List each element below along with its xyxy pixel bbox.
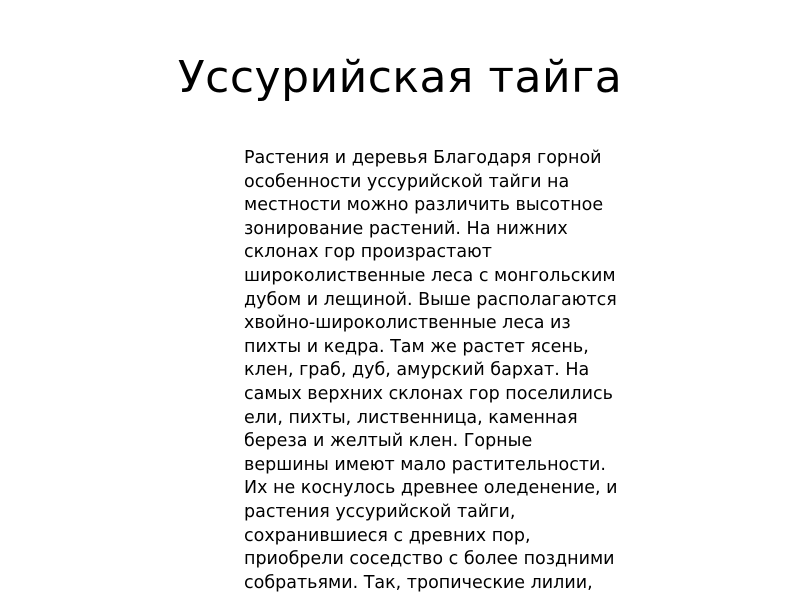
body-line: собратьями. Так, тропические лилии, [244,572,593,593]
body-line: склонах гор произрастают [244,242,492,263]
body-line: Растения и деревья Благодаря горной [244,148,602,168]
body-line: сохранившиеся с древних пор, [244,525,531,546]
body-line: местности можно различить высотное [244,195,604,216]
body-line: растения уссурийской тайги, [244,501,516,522]
body-line: широколиственные леса с монгольским [244,265,616,286]
body-line: береза и желтый клен. Горные [244,431,533,452]
body-line: дубом и лещиной. Выше располагаются [244,289,617,310]
slide-title: Уссурийская тайга [177,52,623,103]
body-line: вершины имеют мало растительности. [244,454,606,475]
body-line: приобрели соседство с более поздними [244,549,615,570]
body-line: Их не коснулось древнее оледенение, и [244,478,618,499]
body-line: особенности уссурийской тайги на [244,171,570,192]
body-line: хвойно-широколиственные леса из [244,313,571,334]
body-line: пихты и кедра. Там же растет ясень, [244,336,589,357]
body-line: клен, граб, дуб, амурский бархат. На [244,360,590,381]
body-line: ели, пихты, лиственница, каменная [244,407,578,428]
slide-body-text [244,147,684,595]
body-line: зонирование растений. На нижних [244,218,568,239]
body-line: самых верхних склонах гор поселились [244,383,613,404]
